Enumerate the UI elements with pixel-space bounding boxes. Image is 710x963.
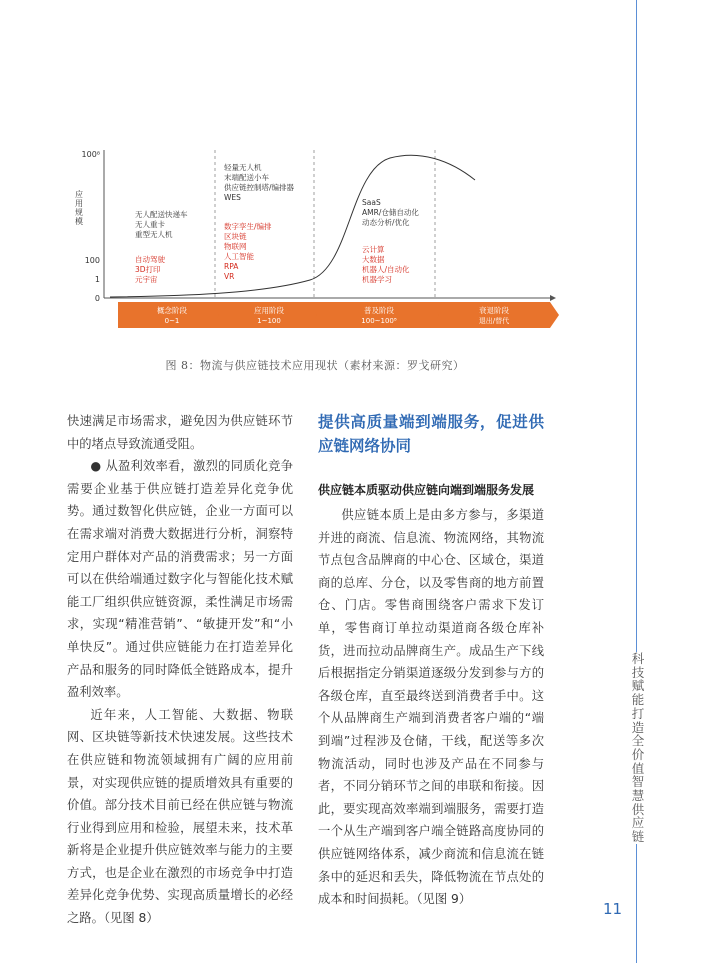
y-axis-label-char: 用 (75, 199, 83, 208)
tech-item-highlight: 物联网 (224, 242, 247, 251)
tech-item: WES (224, 193, 241, 202)
y-axis-label-char: 模 (75, 217, 83, 226)
y-axis-label-char: 规 (75, 208, 83, 217)
subsection-heading: 供应链本质驱动供应链向端到端服务发展 (318, 483, 535, 497)
stage-range: 0~1 (164, 317, 180, 325)
y-tick: 0 (94, 294, 100, 303)
tech-item-highlight: RPA (224, 262, 239, 271)
figure-caption: 图 8：物流与供应链技术应用现状（素材来源：罗戈研究） (165, 359, 465, 372)
tech-item-highlight: 元宇宙 (135, 275, 158, 284)
y-tick: 1 (94, 275, 100, 284)
paragraph: 近年来，人工智能、大数据、物联网、区块链等新技术快速发展。这些技术在供应链和物流领域拥有广阔的应用前景，对实现供应链的提质增效具有重要的价值。部分技术目前已经在供应链与物流行业得到应用和检验，展望未来，技术革新将是企业提升供应链效率与能力的主要方式，也是企业在激烈的市场竞争中打造差异化竞争优势、实现高质量增长的必经之路。（见图 8） (67, 707, 293, 926)
tech-item: 轻量无人机 (224, 163, 262, 172)
technology-adoption-figure (60, 140, 560, 340)
concept-tech-list-highlight (135, 254, 165, 284)
page-number: 11 (603, 900, 623, 918)
application-tech-list (224, 162, 295, 202)
tech-item: 供应链控制塔/编排器 (224, 183, 295, 192)
left-column (67, 410, 293, 930)
popularization-tech-list-highlight (362, 244, 410, 284)
y-axis-label (75, 189, 83, 226)
popularization-tech-list (362, 198, 419, 227)
section-heading: 提供高质量端到端服务，促进供应链网络协同 (318, 413, 544, 455)
tech-item: 重型无人机 (135, 230, 173, 239)
concept-tech-list (135, 209, 188, 239)
tech-item-highlight: VR (224, 272, 235, 281)
tech-item: 无人重卡 (135, 220, 165, 229)
tech-item-highlight: 3D打印 (135, 265, 161, 274)
tech-item: 无人配送快递车 (135, 210, 188, 219)
tech-item-highlight: 数字孪生/编排 (224, 222, 272, 231)
application-tech-list-highlight (224, 221, 272, 281)
tech-item: 动态分析/优化 (362, 218, 410, 227)
stage-name: 普及阶段 (364, 306, 394, 315)
tech-item: AMR/仓储自动化 (362, 208, 419, 217)
paragraph: ● 从盈利效率看，激烈的同质化竞争需要企业基于供应链打造差异化竞争优势。通过数智化供应链，企业一方面可以在需求端对消费大数据进行分析，洞察特定用户群体对产品的消费需求；另一方面可以在供给端通过数字化与智能化技术赋能工厂组织供应链资源，柔性满足市场需求，实现“精准营销”、“敏捷开发”和“小单快反”。通过供应链能力在打造差异化产品和服务的同时降低全链路成本，提升盈利效率。 (67, 459, 293, 700)
y-tick: 100⁸ (81, 150, 100, 159)
paragraph: 供应链本质上是由多方参与，多渠道并进的商流、信息流、物流网络，其物流节点包含品牌商的中心仓、区域仓，渠道商的总库、分仓，以及零售商的地方前置仓、门店。零售商围绕客户需求下发订单，零售商订单拉动渠道商各级仓库补货，进而拉动品牌商生产。成品生产下线后根据指定分销渠道逐级分发到参与方的各级仓库，直至最终送到消费者手中。这个从品牌商生产端到消费者客户端的“端到端”过程涉及仓储，干线，配送等多次物流活动，同时也涉及产品在不同参与者，不同分销环节之间的串联和衔接。因此，要实现高效率端到端服务，需要打造一个从生产端到客户端全链路高度协同的供应链网络体系，减少商流和信息流在链条中的延迟和丢失，降低物流在节点处的成本和时间损耗。（见图 9） (318, 508, 544, 907)
stage-range: 100~100⁸ (361, 317, 397, 325)
stage-range: 退出/替代 (478, 317, 510, 325)
right-column (318, 410, 544, 911)
tech-item-highlight: 自动驾驶 (135, 255, 165, 264)
tech-item-highlight: 机器学习 (362, 275, 392, 284)
tech-item-highlight: 人工智能 (224, 252, 254, 261)
paragraph: 快速满足市场需求，避免因为供应链环节中的堵点导致流通受阻。 (67, 414, 293, 451)
stage-name: 应用阶段 (254, 306, 284, 315)
tech-item: 末端配送小车 (224, 173, 269, 182)
tech-item-highlight: 区块链 (224, 232, 247, 241)
running-title: 科技赋能打造全价值智慧供应链 (631, 651, 645, 845)
y-axis-label-char: 应 (75, 190, 83, 199)
y-tick: 100 (84, 256, 100, 265)
tech-item: SaaS (362, 198, 381, 207)
x-axis-arrow (550, 295, 556, 301)
tech-item-highlight: 云计算 (362, 245, 385, 254)
stage-name: 概念阶段 (157, 306, 187, 315)
tech-item-highlight: 机器人/自动化 (362, 265, 410, 274)
stage-name: 衰退阶段 (479, 306, 509, 315)
tech-item-highlight: 大数据 (362, 255, 385, 264)
figure-svg (60, 140, 560, 340)
stage-range: 1~100 (257, 317, 281, 325)
stage-arrows (118, 302, 559, 328)
